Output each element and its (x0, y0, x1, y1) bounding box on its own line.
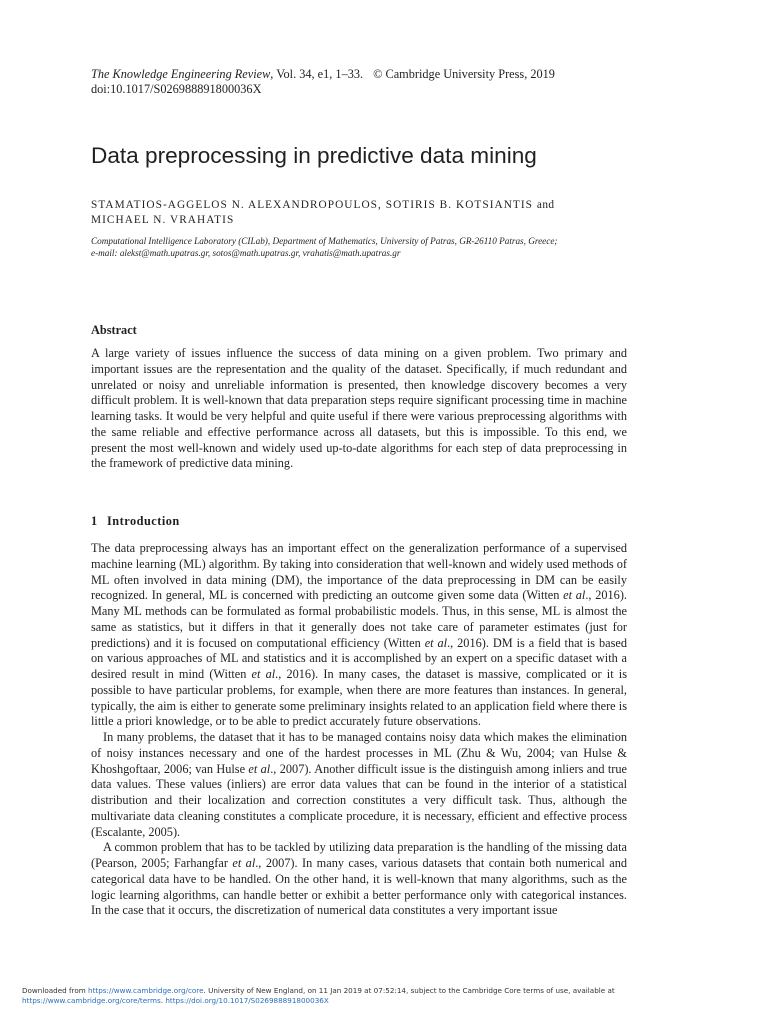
volume-info: , Vol. 34, e1, 1–33. (270, 67, 364, 81)
doi-link[interactable]: https://doi.org/10.1017/S026988891800036X (165, 996, 329, 1005)
text-run: ., 2016). In many cases, the dataset is massive, complicated or it is possible to have particular problems, for example, when there are more features than instances. In general, typically, the aim is either to generate some preliminary insights related to an application field where there is little a priori knowledge, or to be able to predict accurately future observations. (91, 667, 628, 729)
abstract-text: A large variety of issues influence the success of data mining on a given problem. Two primary and important issues are the representation and the quality of the dataset. Specifically, if much redundant and unrelated or noisy and unreliable information is presented, then knowledge discovery becomes a very difficult problem. It is well-known that data preparation steps require significant processing time in machine learning tasks. It would be very helpful and quite useful if there were various preprocessing algorithms with the same reliable and effective performance across all datasets, but this is impossible. To this end, we present the most well-known and widely used up-to-date algorithms for each step of data preprocessing in the framework of predictive data mining. (91, 346, 627, 471)
terms-link[interactable]: https://www.cambridge.org/core/terms (22, 996, 161, 1005)
text-run: ., 2007). Another difficult issue is the distinguish among inliers and true data values. These values (inliers) are error data values that can be found in the interior of a statistical distribution and their localization and correction constitutes a very difficult task. Thus, although the multivariate data cleaning constitutes a complicate procedure, it is necessary, efficient and effective process (Escalante, 2005). (91, 761, 628, 839)
footer-text: . University of New England, on 11 Jan 2019 at 07:52:14, subject to the Cambridge Core terms of use, available at (203, 986, 615, 995)
intro-paragraph-2 (91, 730, 627, 840)
text-run: In many problems, the dataset that it has to be managed contains noisy data which makes the elimination of noisy instances necessary and one of the hardest processes in ML (Zhu & Wu, 2004; van Hulse & Khoshgoftaar, 2006; van Hulse (91, 730, 627, 776)
download-footer (22, 986, 742, 1006)
et-al: et al (424, 635, 448, 650)
text-run: ., 2016). Many ML methods can be formulated as formal probabilistic models. Thus, in this sense, ML is almost the same as statistics, but it differs in that it generally does not take care of parameter estimates (just for predictions) and it is focused on computational efficiency (Witten (91, 588, 627, 650)
section-heading-introduction (91, 514, 180, 529)
introduction-body (91, 541, 627, 919)
intro-paragraph-3 (91, 840, 627, 919)
copyright: © Cambridge University Press, 2019 (373, 67, 555, 81)
footer-text: Downloaded from (22, 986, 89, 995)
intro-paragraph-1 (91, 541, 627, 730)
affiliation (91, 235, 651, 259)
et-al: et al (248, 761, 271, 776)
footer-separator: . (160, 996, 166, 1005)
text-run: ., 2007). In many cases, various datasets that contain both numerical and categorical data have to be handled. On the other hand, it is well-known that many algorithms, such as the logic learning algorithms, can handle better or exhibit a better performance only with categorical instances. In the case that it occurs, the discretization of numerical data constitutes a very important issue (91, 856, 628, 918)
author-list (91, 198, 651, 228)
journal-header (91, 67, 691, 97)
text-run: ., 2016). DM is a field that is based on various approaches of ML and statistics and it is accomplished by an expert on a specific dataset with a desired result in mind (Witten (91, 635, 628, 681)
doi: doi:10.1017/S026988891800036X (91, 82, 262, 96)
et-al: et al (563, 588, 586, 603)
et-al: et al (232, 856, 256, 870)
section-number: 1 (91, 514, 98, 528)
authors-line-1: STAMATIOS-AGGELOS N. ALEXANDROPOULOS, SOTIRIS B. KOTSIANTIS (91, 199, 534, 211)
authors-and: and (536, 199, 555, 211)
affiliation-emails: e-mail: alekst@math.upatras.gr, sotos@math.upatras.gr, vrahatis@math.upatras.gr (91, 248, 401, 258)
abstract-heading: Abstract (91, 323, 137, 337)
text-run: A common problem that has to be tackled by utilizing data preparation is the handling of the missing data (Pearson, 2005; Farhangfar (91, 840, 627, 870)
cambridge-core-link[interactable]: https://www.cambridge.org/core (88, 986, 204, 995)
affiliation-line-1: Computational Intelligence Laboratory (CILab), Department of Mathematics, University of Patras, GR-26110 Patras, Greece; (91, 236, 558, 246)
section-title: Introduction (107, 514, 180, 528)
journal-name: The Knowledge Engineering Review (91, 67, 271, 81)
paper-title: Data preprocessing in predictive data mining (91, 143, 537, 168)
et-al: et al (251, 667, 276, 681)
text-run: The data preprocessing always has an important effect on the generalization performance of a supervised machine learning (ML) algorithm. By taking into consideration that well-known and widely used methods of ML often involved in data mining (DM), the importance of the data preprocessing in DM can be easily recognized. In general, ML is concerned with predicting an outcome given some data (Witten (91, 541, 627, 603)
authors-line-2: MICHAEL N. VRAHATIS (91, 214, 235, 226)
